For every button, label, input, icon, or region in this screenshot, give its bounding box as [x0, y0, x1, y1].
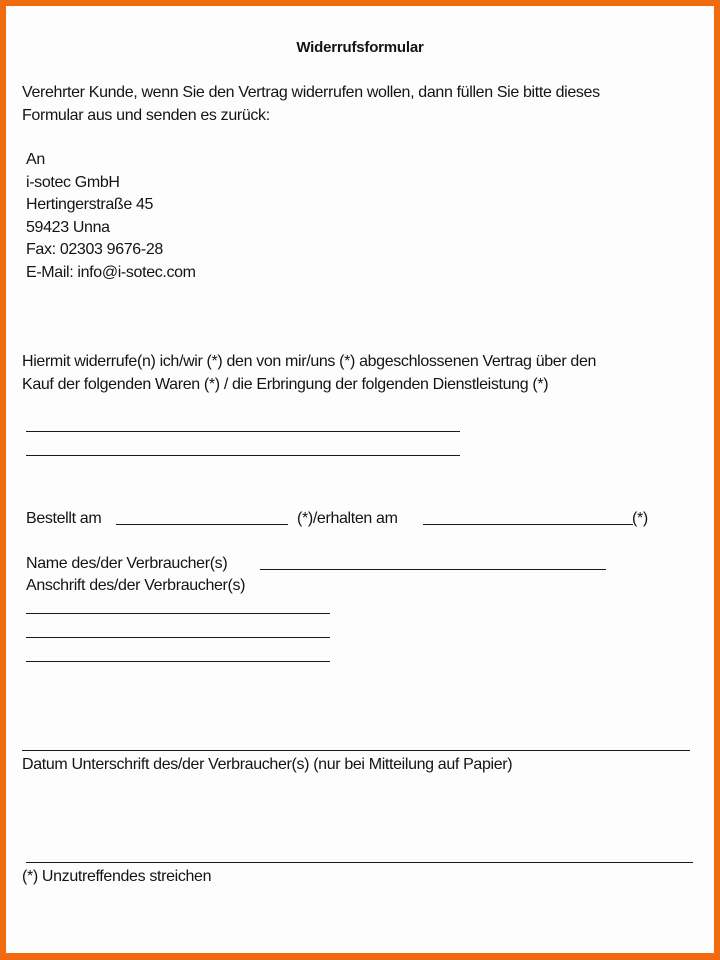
name-field[interactable]: [260, 569, 606, 570]
name-label: Name des/der Verbraucher(s): [26, 555, 228, 572]
signature-label: Datum Unterschrift des/der Verbraucher(s) (nur bei Mitteilung auf Papier): [22, 756, 513, 773]
recipient-email: E-Mail: info@i-sotec.com: [26, 263, 196, 281]
address-line-3[interactable]: [26, 661, 330, 662]
declaration-line-1: Hiermit widerrufe(n) ich/wir (*) den von mir/uns (*) abgeschlossenen Vertrag über den: [22, 353, 597, 370]
declaration-line-2: Kauf der folgenden Waren (*) / die Erbringung der folgenden Dienstleistung (*): [22, 375, 549, 393]
declaration-text: [22, 351, 596, 396]
address-line-2[interactable]: [26, 637, 330, 638]
recipient-address: [26, 149, 196, 284]
address-line-1[interactable]: [26, 613, 330, 614]
footnote-divider: [26, 862, 693, 863]
recipient-salutation: An: [26, 151, 45, 168]
recipient-city: 59423 Unna: [26, 218, 110, 236]
recipient-company: i-sotec GmbH: [26, 173, 120, 191]
address-label: Anschrift des/der Verbraucher(s): [26, 577, 246, 594]
recipient-fax: Fax: 02303 9676-28: [26, 241, 163, 258]
ordered-date-field[interactable]: [116, 524, 288, 525]
received-label: (*)/erhalten am: [297, 510, 398, 527]
form-title: Widerrufsformular: [296, 39, 424, 56]
recipient-street: Hertingerstraße 45: [26, 196, 154, 213]
received-suffix: (*): [632, 510, 648, 527]
intro-text: [22, 82, 600, 127]
signature-line[interactable]: [22, 750, 690, 751]
goods-line-1[interactable]: [26, 431, 460, 432]
received-date-field[interactable]: [423, 524, 633, 525]
ordered-label: Bestellt am: [26, 510, 102, 527]
intro-line-2: Formular aus und senden es zurück:: [22, 106, 270, 124]
intro-line-1: Verehrter Kunde, wenn Sie den Vertrag widerrufen wollen, dann füllen Sie bitte dieses: [22, 84, 600, 101]
footnote-text: (*) Unzutreffendes streichen: [22, 868, 212, 885]
goods-line-2[interactable]: [26, 455, 460, 456]
